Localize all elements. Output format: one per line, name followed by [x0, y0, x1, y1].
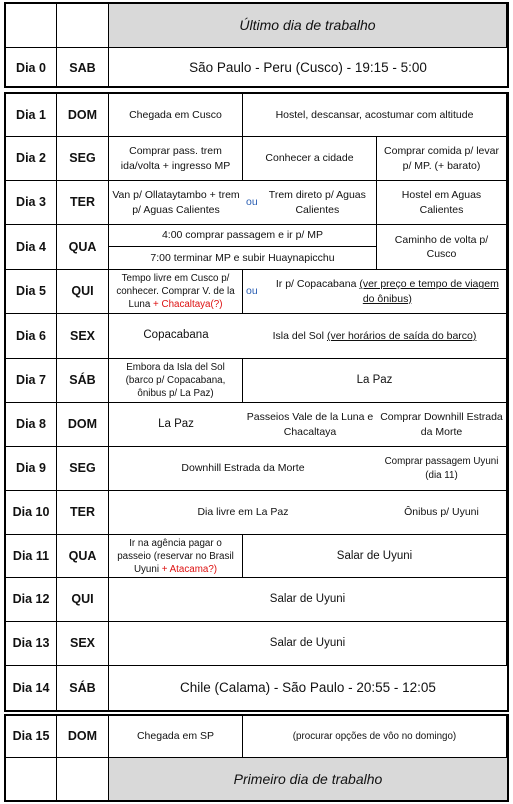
weekday-label: TER	[57, 491, 109, 535]
weekday-label: SEG	[57, 447, 109, 491]
plan-cell: 7:00 terminar MP e subir Huaynapicchu	[150, 251, 335, 264]
plan-cell: Salar de Uyuni	[336, 549, 413, 562]
plan-cell: Hostel, descansar, acostumar com altitude	[275, 108, 474, 121]
header-last-workday: Último dia de trabalho	[109, 4, 507, 48]
or-label: ou	[246, 196, 258, 209]
day-plan: Chile (Calama) - São Paulo - 20:55 - 12:05	[180, 679, 436, 695]
plan-cell: Conhecer a cidade	[243, 137, 377, 180]
plan-cell: Passeios Vale de la Luna e Chacaltaya	[246, 411, 374, 438]
day-plan: Salar de Uyuni	[109, 622, 507, 666]
plan-cell: La Paz	[356, 373, 393, 386]
day-plan	[109, 314, 507, 359]
weekday-label: TER	[57, 181, 109, 225]
day-plan: Salar de Uyuni	[109, 578, 507, 622]
day-label: Dia 10	[6, 491, 57, 535]
day-label: Dia 9	[6, 447, 57, 491]
plan-cell-alt	[243, 270, 506, 313]
weekday-label: DOM	[57, 403, 109, 447]
plan-cell: Chegada em Cusco	[109, 94, 243, 136]
day-plan	[109, 447, 507, 491]
day-plan: São Paulo - Peru (Cusco) - 19:15 - 5:00	[189, 59, 427, 75]
weekday-label: SEG	[57, 137, 109, 181]
plan-text: Tempo livre em Cusco p/ conhecer. Comprar V. de la Luna	[116, 273, 235, 311]
day-plan	[109, 491, 507, 535]
weekday-label: SEX	[57, 314, 109, 359]
plan-cell: Comprar pass. trem ida/volta + ingresso MP	[109, 137, 243, 180]
day-label: Dia 11	[6, 535, 57, 578]
plan-text-main: Isla del Sol	[272, 329, 324, 342]
plan-cell-alt	[243, 181, 377, 224]
block-day15-footer	[4, 714, 509, 802]
day-label: Dia 14	[6, 666, 57, 710]
block-header-day0	[4, 2, 509, 88]
weekday-label: QUA	[57, 535, 109, 578]
plan-cell: Comprar passagem Uyuni (dia 11)	[384, 456, 499, 481]
plan-cell: La Paz	[158, 417, 194, 430]
plan-cell	[109, 535, 243, 578]
plan-cell: Comprar Downhill Estrada da Morte	[380, 411, 503, 438]
blank-cell	[57, 4, 109, 48]
day-plan	[109, 94, 507, 137]
plan-cell: Embora da Isla del Sol (barco p/ Copacabana, ônibus p/ La Paz)	[109, 359, 243, 402]
weekday-label: QUI	[57, 270, 109, 314]
weekday-label: DOM	[57, 716, 109, 758]
day-label: Dia 0	[6, 48, 57, 88]
block-days	[4, 92, 509, 712]
plan-cell: Downhill Estrada da Morte	[181, 462, 305, 475]
plan-cell: (procurar opções de vôo no domingo)	[292, 730, 457, 742]
day-label: Dia 6	[6, 314, 57, 359]
day-label: Dia 15	[6, 716, 57, 758]
footer-first-workday: Primeiro dia de trabalho	[109, 758, 507, 800]
weekday-label: QUA	[57, 225, 109, 270]
day-label: Dia 2	[6, 137, 57, 181]
day-label: Dia 13	[6, 622, 57, 666]
day-plan	[109, 225, 507, 270]
plan-cell: Chegada em SP	[109, 716, 243, 757]
plan-text-red: + Atacama?)	[161, 564, 218, 576]
plan-text-note: (ver horários de saída do barco)	[326, 329, 477, 342]
weekday-label: SAB	[57, 48, 109, 88]
day-plan	[109, 137, 507, 181]
day-label: Dia 5	[6, 270, 57, 314]
day-plan	[109, 403, 507, 447]
plan-cell: Caminho de volta p/ Cusco	[394, 233, 489, 260]
day-plan	[109, 359, 507, 403]
weekday-label: QUI	[57, 578, 109, 622]
plan-cell: 4:00 comprar passagem e ir p/ MP	[109, 225, 376, 247]
day-label: Dia 1	[6, 94, 57, 137]
blank-cell	[57, 758, 109, 800]
weekday-label: SÁB	[57, 666, 109, 710]
day-plan	[109, 181, 507, 225]
plan-text-red: + Chacaltaya(?)	[153, 299, 223, 311]
weekday-label: SÁB	[57, 359, 109, 403]
or-label: ou	[246, 285, 258, 298]
day-label: Dia 4	[6, 225, 57, 270]
plan-cell: Dia livre em La Paz	[197, 506, 289, 519]
blank-cell	[6, 758, 57, 800]
plan-text-main: Ir p/ Copacabana	[275, 278, 357, 291]
plan-cell: Ônibus p/ Uyuni	[404, 506, 479, 519]
blank-cell	[6, 4, 57, 48]
day-label: Dia 7	[6, 359, 57, 403]
plan-cell: Copacabana	[143, 329, 209, 342]
weekday-label: DOM	[57, 94, 109, 137]
plan-cell	[109, 270, 243, 313]
day-label: Dia 12	[6, 578, 57, 622]
plan-text	[272, 277, 503, 305]
plan-text-note: (ver preço e tempo de viagem do ônibus)	[359, 278, 499, 305]
day-plan	[109, 270, 507, 314]
weekday-label: SEX	[57, 622, 109, 666]
plan-cell	[243, 314, 506, 358]
day-plan	[109, 535, 507, 578]
plan-text: Trem direto p/ Aguas Calientes	[268, 189, 366, 216]
plan-cell: Van p/ Ollataytambo + trem p/ Aguas Calientes	[112, 189, 240, 216]
plan-text: Ir na agência pagar o passeio (reservar no Brasil Uyuni	[117, 538, 234, 576]
day-plan	[109, 716, 507, 758]
day-label: Dia 3	[6, 181, 57, 225]
plan-cell: Comprar comida p/ levar p/ MP. (+ barato)	[384, 145, 499, 172]
day-label: Dia 8	[6, 403, 57, 447]
plan-cell: Hostel em Aguas Calientes	[401, 189, 482, 216]
